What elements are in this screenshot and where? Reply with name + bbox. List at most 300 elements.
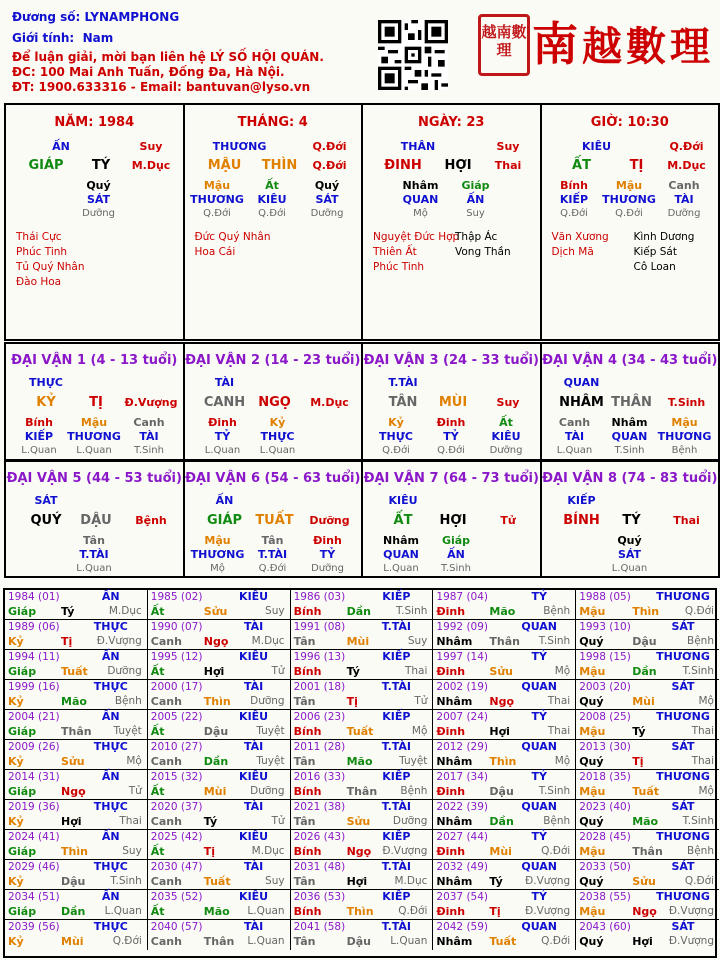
year-star: KIÊU: [239, 590, 269, 603]
dai-van-life: Tử: [500, 514, 516, 527]
year-life-stage: Đ.Vượng: [668, 935, 714, 947]
year-life-stage: Đ.Vượng: [668, 905, 714, 917]
year-can: Quý: [579, 755, 604, 768]
year-star: T.TÀI: [381, 620, 412, 633]
year-can: Đinh: [436, 665, 466, 678]
year-chi: Hợi: [61, 815, 82, 828]
year-chi: Sửu: [61, 755, 85, 768]
year-can: Kỷ: [8, 695, 24, 708]
shen-sat-star: Hoa Cái: [194, 246, 236, 258]
year-life-stage: Đ.Vượng: [382, 845, 428, 857]
shen-sat-star: Dịch Mã: [551, 246, 594, 258]
year-chi: Mùi: [346, 635, 370, 648]
year-can: Mậu: [579, 665, 606, 678]
year-can: Bính: [293, 605, 322, 618]
year-cell: [291, 620, 434, 650]
year-star: SÁT: [671, 800, 695, 813]
year-life-stage: Q.Đới: [541, 845, 571, 857]
year-cell: [576, 830, 719, 860]
pillar-can: ĐINH: [384, 158, 422, 173]
year-life-stage: Đ.Vượng: [525, 905, 571, 917]
pillar-box: [361, 103, 542, 341]
pillar-title: NGÀY: 23: [418, 115, 485, 130]
year-star: T.TÀI: [381, 920, 412, 933]
hidden-star: TỶ: [443, 430, 459, 443]
year-label: 2018 (35): [579, 771, 631, 783]
hidden-star: TÀI: [139, 430, 159, 443]
year-life-stage: Tử: [128, 785, 142, 797]
year-label: 1994 (11): [8, 651, 60, 663]
pillar-chi: HỢI: [444, 158, 472, 173]
owner-label: Đương số:: [12, 10, 81, 24]
year-cell: [5, 830, 148, 860]
year-can: Ất: [150, 845, 165, 858]
pillar-chi-star: Thai: [494, 159, 522, 172]
hidden-can: Nhâm: [402, 179, 439, 192]
hidden-star: TỶ: [214, 430, 231, 443]
shen-sat-star: Phúc Tinh: [16, 246, 68, 258]
year-life-stage: Đ.Vượng: [96, 635, 142, 647]
year-can: Kỷ: [8, 635, 24, 648]
year-cell: [576, 710, 719, 740]
brand-logo: [532, 8, 714, 74]
year-chi: Tị: [61, 635, 73, 648]
year-chi: Tị: [203, 845, 216, 858]
year-can: Bính: [293, 725, 322, 738]
year-life-stage: Dưỡng: [250, 785, 285, 797]
hidden-star: SÁT: [86, 193, 111, 206]
year-chi: Tý: [346, 665, 360, 678]
year-star: TỶ: [531, 590, 547, 603]
year-chi: Dần: [61, 905, 86, 918]
year-can: Mậu: [579, 785, 606, 798]
year-star: SÁT: [671, 860, 695, 873]
dai-van-box: [540, 460, 720, 578]
dai-van-star: ẤN: [215, 494, 234, 507]
year-star: SÁT: [671, 740, 695, 753]
year-star: THƯƠNG: [656, 590, 710, 603]
year-can: Canh: [150, 935, 182, 948]
pillar-box: [540, 103, 720, 341]
hidden-can: Quý: [314, 179, 340, 192]
year-life-stage: L.Quan: [104, 905, 142, 917]
year-star: KIÊU: [239, 890, 269, 903]
year-label: 2006 (23): [293, 711, 346, 723]
year-star: T.TÀI: [381, 860, 412, 873]
year-chi: Mão: [632, 815, 659, 828]
hidden-can: Canh: [133, 416, 165, 429]
dai-van-can: TÂN: [388, 395, 418, 410]
year-cell: [576, 800, 719, 830]
year-can: Ất: [150, 905, 165, 918]
dai-van-can: KỶ: [36, 395, 56, 410]
dai-van-title: ĐẠI VẬN 2 (14 - 23 tuổi): [185, 353, 361, 368]
dai-van-chi: TUẤT: [255, 513, 294, 528]
hidden-can: Canh: [558, 416, 591, 429]
year-life-stage: Mộ: [126, 755, 142, 767]
hidden-star: KIẾP: [559, 193, 589, 206]
pillar-main-star: ẤN: [52, 140, 70, 153]
year-chi: Hợi: [632, 935, 653, 948]
year-label: 2004 (21): [8, 711, 60, 723]
year-life-stage: Suy: [265, 875, 285, 887]
dai-van-box: [540, 342, 720, 461]
dai-van-life: Thai: [673, 514, 700, 527]
year-life-stage: Mộ: [411, 725, 428, 737]
brand-char-2: 越: [582, 23, 626, 70]
brand-char-4: 理: [670, 23, 714, 70]
year-chi: Mão: [346, 755, 373, 768]
year-star: TÀI: [243, 920, 264, 933]
year-can: Tân: [293, 695, 316, 708]
pillar-chi: THÌN: [261, 158, 298, 173]
hidden-star: QUAN: [402, 193, 439, 206]
year-star: QUAN: [521, 680, 558, 693]
hidden-can: Kỷ: [269, 416, 286, 429]
pillar-chi: TỊ: [629, 158, 644, 173]
year-star: THỰC: [93, 920, 128, 933]
pillar-can: GIÁP: [28, 158, 64, 173]
year-star: KIẾP: [382, 830, 411, 843]
year-can: Bính: [293, 785, 322, 798]
year-chi: Mão: [489, 605, 516, 618]
year-cell: [433, 860, 576, 890]
year-label: 2009 (26): [8, 741, 60, 753]
year-life-stage: M.Dục: [251, 635, 285, 647]
year-star: KIẾP: [382, 890, 411, 903]
year-label: 1988 (05): [579, 591, 631, 603]
year-can: Tân: [293, 935, 316, 948]
hidden-star: ẤN: [447, 548, 465, 561]
hidden-can: Mậu: [203, 179, 231, 192]
seal-stamp-icon: 越南數理: [478, 14, 530, 76]
year-can: Kỷ: [8, 755, 24, 768]
year-can: Bính: [293, 665, 322, 678]
year-can: Giáp: [8, 665, 37, 678]
hidden-star: TÀI: [564, 430, 585, 443]
year-cell: [5, 590, 148, 620]
year-can: Nhâm: [436, 935, 473, 948]
year-star: KIẾP: [382, 770, 411, 783]
year-life-stage: M.Dục: [251, 845, 285, 857]
year-life-stage: Q.Đới: [112, 935, 142, 947]
year-cell: [576, 770, 719, 800]
brand-char-3: 數: [626, 23, 670, 70]
dai-van-title: ĐẠI VẬN 6 (54 - 63 tuổi): [185, 471, 361, 486]
hidden-life-stage: L.Quan: [556, 445, 593, 456]
year-cell: [5, 770, 148, 800]
dai-van-star: KIẾP: [567, 494, 596, 507]
year-life-stage: Dưỡng: [107, 665, 142, 677]
hidden-star: THƯƠNG: [67, 430, 121, 443]
year-life-stage: Bệnh: [543, 605, 571, 617]
year-star: ẤN: [101, 890, 120, 903]
hidden-life-stage: L.Quan: [76, 563, 112, 574]
year-star: SÁT: [671, 920, 695, 933]
year-cell: [291, 590, 434, 620]
dai-van-chi: HỢI: [439, 513, 467, 528]
year-label: 2011 (28): [293, 741, 346, 753]
year-cell: [433, 740, 576, 770]
pillar-chi-star: M.Dục: [667, 159, 706, 172]
year-chi: Mùi: [489, 845, 512, 858]
year-label: 2015 (32): [150, 771, 203, 783]
year-star: KIẾP: [382, 650, 411, 663]
dai-van-can: NHÂM: [559, 395, 604, 410]
year-star: THỰC: [93, 860, 128, 873]
hidden-star: KIẾP: [24, 430, 54, 443]
year-label: 2028 (45): [579, 831, 631, 843]
hidden-can: Đinh: [436, 416, 466, 429]
dai-van-life: Suy: [496, 396, 520, 409]
hidden-can: Giáp: [441, 534, 471, 547]
hidden-life-stage: Q.Đới: [258, 563, 287, 574]
dai-van-can: CANH: [203, 395, 246, 410]
year-chi: Thìn: [632, 605, 660, 618]
year-star: T.TÀI: [381, 680, 412, 693]
year-cell: [5, 890, 148, 920]
gender-label: Giới tính:: [12, 31, 75, 45]
year-can: Ất: [150, 665, 165, 678]
pillar-star2: Q.Đới: [312, 140, 347, 153]
year-cell: [148, 830, 291, 860]
brand-char-1: 南: [532, 17, 582, 71]
year-label: 2027 (44): [436, 831, 489, 843]
year-star: QUAN: [521, 800, 558, 813]
hidden-life-stage: Dưỡng: [311, 563, 344, 574]
year-label: 1987 (04): [436, 591, 489, 603]
dai-van-title: ĐẠI VẬN 5 (44 - 53 tuổi): [6, 471, 182, 486]
year-cell: [5, 680, 148, 710]
hidden-star: KIÊU: [491, 430, 521, 443]
pillar-main-star: THÂN: [400, 140, 436, 153]
year-can: Canh: [150, 755, 182, 768]
hidden-can: Nhâm: [383, 534, 419, 547]
hidden-life-stage: Mộ: [210, 563, 225, 574]
year-label: 2016 (33): [293, 771, 346, 783]
hidden-can: Kỷ: [388, 416, 404, 429]
year-can: Kỷ: [8, 935, 24, 948]
year-chi: Mùi: [632, 695, 655, 708]
year-life-stage: Tuyệt: [113, 725, 142, 737]
year-star: TỶ: [531, 710, 547, 723]
year-star: THỰC: [93, 800, 128, 813]
year-life-stage: Tử: [271, 815, 285, 827]
year-cell: [433, 680, 576, 710]
dai-van-star: TÀI: [214, 376, 235, 389]
year-chi: Ngọ: [489, 695, 515, 708]
hidden-life-stage: L.Quan: [21, 445, 57, 456]
year-life-stage: L.Quan: [247, 935, 285, 947]
year-chi: Thìn: [61, 845, 88, 858]
pillar-title: GIỜ: 10:30: [590, 115, 669, 130]
hidden-life-stage: T.Sinh: [614, 445, 645, 456]
hidden-life-stage: Dưỡng: [667, 208, 701, 219]
dai-van-star: KIÊU: [388, 494, 418, 507]
header: [0, 0, 720, 100]
year-label: 2002 (19): [436, 681, 489, 693]
year-cell: [433, 830, 576, 860]
year-chi: Mùi: [61, 935, 84, 948]
year-cell: [5, 740, 148, 770]
year-cell: [576, 920, 719, 950]
year-life-stage: Q.Đới: [541, 935, 571, 947]
year-cell: [148, 710, 291, 740]
dai-van-box: [4, 460, 185, 578]
year-can: Nhâm: [436, 635, 473, 648]
year-chi: Hợi: [489, 725, 510, 738]
dai-van-chi: NGỌ: [258, 395, 291, 410]
year-can: Nhâm: [436, 875, 473, 888]
hidden-star: THƯƠNG: [190, 548, 245, 561]
year-star: TỶ: [531, 890, 547, 903]
year-label: 1991 (08): [293, 621, 346, 633]
year-can: Giáp: [8, 725, 37, 738]
year-chi: Tý: [61, 605, 75, 618]
year-cell: [576, 740, 719, 770]
year-life-stage: Tuyệt: [256, 755, 285, 767]
year-star: TỶ: [531, 650, 547, 663]
shen-sat-star: Đức Quý Nhân: [194, 231, 271, 243]
year-can: Đinh: [436, 725, 466, 738]
year-cell: [5, 920, 148, 950]
hidden-life-stage: Q.Đới: [437, 445, 465, 456]
dai-van-chi: THÂN: [611, 395, 652, 410]
qr-code-icon[interactable]: [378, 20, 448, 90]
year-star: TÀI: [243, 860, 264, 873]
year-can: Canh: [150, 815, 182, 828]
year-chi: Dần: [489, 815, 514, 828]
year-chi: Dậu: [489, 785, 514, 798]
year-star: ẤN: [101, 590, 120, 603]
pillar-star2: Q.Đới: [669, 140, 704, 153]
dai-van-box: [183, 342, 364, 461]
hidden-life-stage: Dưỡng: [310, 208, 344, 219]
year-label: 1998 (15): [579, 651, 631, 663]
year-cell: [148, 890, 291, 920]
year-label: 2025 (42): [150, 831, 203, 843]
year-star: THƯƠNG: [656, 770, 710, 783]
year-label: 2043 (60): [579, 921, 631, 933]
hidden-life-stage: L.Quan: [204, 445, 241, 456]
dai-van-star: T.TÀI: [388, 376, 418, 389]
year-life-stage: Tử: [271, 665, 285, 677]
hidden-life-stage: Dưỡng: [82, 208, 115, 219]
year-star: KIÊU: [239, 770, 269, 783]
year-can: Quý: [579, 875, 604, 888]
year-label: 2008 (25): [579, 711, 631, 723]
pillar-box: [4, 103, 185, 341]
pillar-chi-star: M.Dục: [131, 159, 171, 172]
year-chi: Tị: [489, 905, 501, 918]
year-chi: Hợi: [346, 875, 368, 888]
hidden-life-stage: Q.Đới: [258, 208, 286, 219]
year-cell: [433, 800, 576, 830]
year-chi: Sửu: [203, 605, 228, 618]
dai-van-box: [4, 342, 185, 461]
year-can: Đinh: [436, 785, 466, 798]
year-can: Ất: [150, 725, 165, 738]
year-life-stage: Mộ: [698, 695, 714, 707]
year-can: Giáp: [8, 845, 37, 858]
shen-sat-star: Văn Xương: [551, 231, 609, 243]
year-life-stage: Tử: [414, 695, 428, 707]
year-chi: Tuất: [346, 725, 374, 738]
year-can: Đinh: [436, 845, 466, 858]
year-label: 2036 (53): [293, 891, 346, 903]
dai-van-can: BÍNH: [563, 513, 600, 528]
hidden-life-stage: Q.Đới: [615, 208, 643, 219]
year-cell: [5, 620, 148, 650]
year-can: Giáp: [8, 605, 37, 618]
year-chi: Thìn: [203, 695, 231, 708]
dai-van-title: ĐẠI VẬN 1 (4 - 13 tuổi): [11, 353, 178, 368]
year-chi: Tý: [203, 815, 218, 828]
year-can: Tân: [293, 635, 316, 648]
dai-van-life: Bệnh: [135, 514, 167, 527]
year-label: 1999 (16): [8, 681, 60, 693]
year-chi: Ngọ: [346, 845, 372, 858]
year-label: 2007 (24): [436, 711, 489, 723]
year-label: 1993 (10): [579, 621, 631, 633]
year-life-stage: Suy: [122, 845, 142, 857]
year-can: Tân: [293, 875, 316, 888]
hidden-can: Ất: [499, 416, 513, 429]
year-chi: Sửu: [489, 665, 513, 678]
year-label: 2017 (34): [436, 771, 489, 783]
year-chi: Ngọ: [203, 635, 229, 648]
year-cell: [291, 890, 434, 920]
year-label: 2031 (48): [293, 861, 346, 873]
dai-van-chi: TỊ: [89, 395, 103, 410]
year-chi: Tý: [489, 875, 503, 888]
dai-van-title: ĐẠI VẬN 7 (64 - 73 tuổi): [363, 471, 539, 486]
year-life-stage: M.Dục: [394, 875, 428, 887]
year-label: 2003 (20): [579, 681, 631, 693]
pillar-main-star: KIÊU: [581, 140, 612, 153]
year-chi: Tị: [346, 695, 358, 708]
shen-sat-star-2: Kình Dương: [633, 231, 695, 243]
year-star: QUAN: [521, 620, 558, 633]
year-chi: Thân: [632, 845, 663, 858]
hidden-life-stage: L.Quan: [383, 563, 419, 574]
year-cell: [433, 590, 576, 620]
year-chi: Dần: [632, 665, 657, 678]
year-star: TỶ: [531, 770, 547, 783]
year-chi: Sửu: [632, 875, 656, 888]
year-label: 2023 (40): [579, 801, 631, 813]
year-cell: [291, 770, 434, 800]
shen-sat-star-2: Kiếp Sát: [633, 246, 677, 258]
hidden-can: Mậu: [204, 534, 231, 547]
shen-sat-star: Đào Hoa: [16, 276, 62, 288]
hidden-can: Mậu: [80, 416, 108, 429]
year-label: 2030 (47): [150, 861, 203, 873]
year-can: Bính: [293, 845, 322, 858]
year-chi: Thân: [203, 935, 235, 948]
year-can: Ất: [150, 605, 165, 618]
year-label: 2024 (41): [8, 831, 60, 843]
contact-line-2: ĐC: 100 Mai Anh Tuấn, Đống Đa, Hà Nội.: [12, 65, 285, 79]
shen-sat-star-2: Cô Loan: [633, 261, 676, 273]
year-cell: [148, 740, 291, 770]
year-can: Mậu: [579, 845, 606, 858]
year-can: Nhâm: [436, 755, 473, 768]
year-star: ẤN: [101, 830, 120, 843]
dai-van-star: QUAN: [563, 376, 600, 389]
year-life-stage: Tuyệt: [256, 725, 285, 737]
year-can: Đinh: [436, 605, 466, 618]
